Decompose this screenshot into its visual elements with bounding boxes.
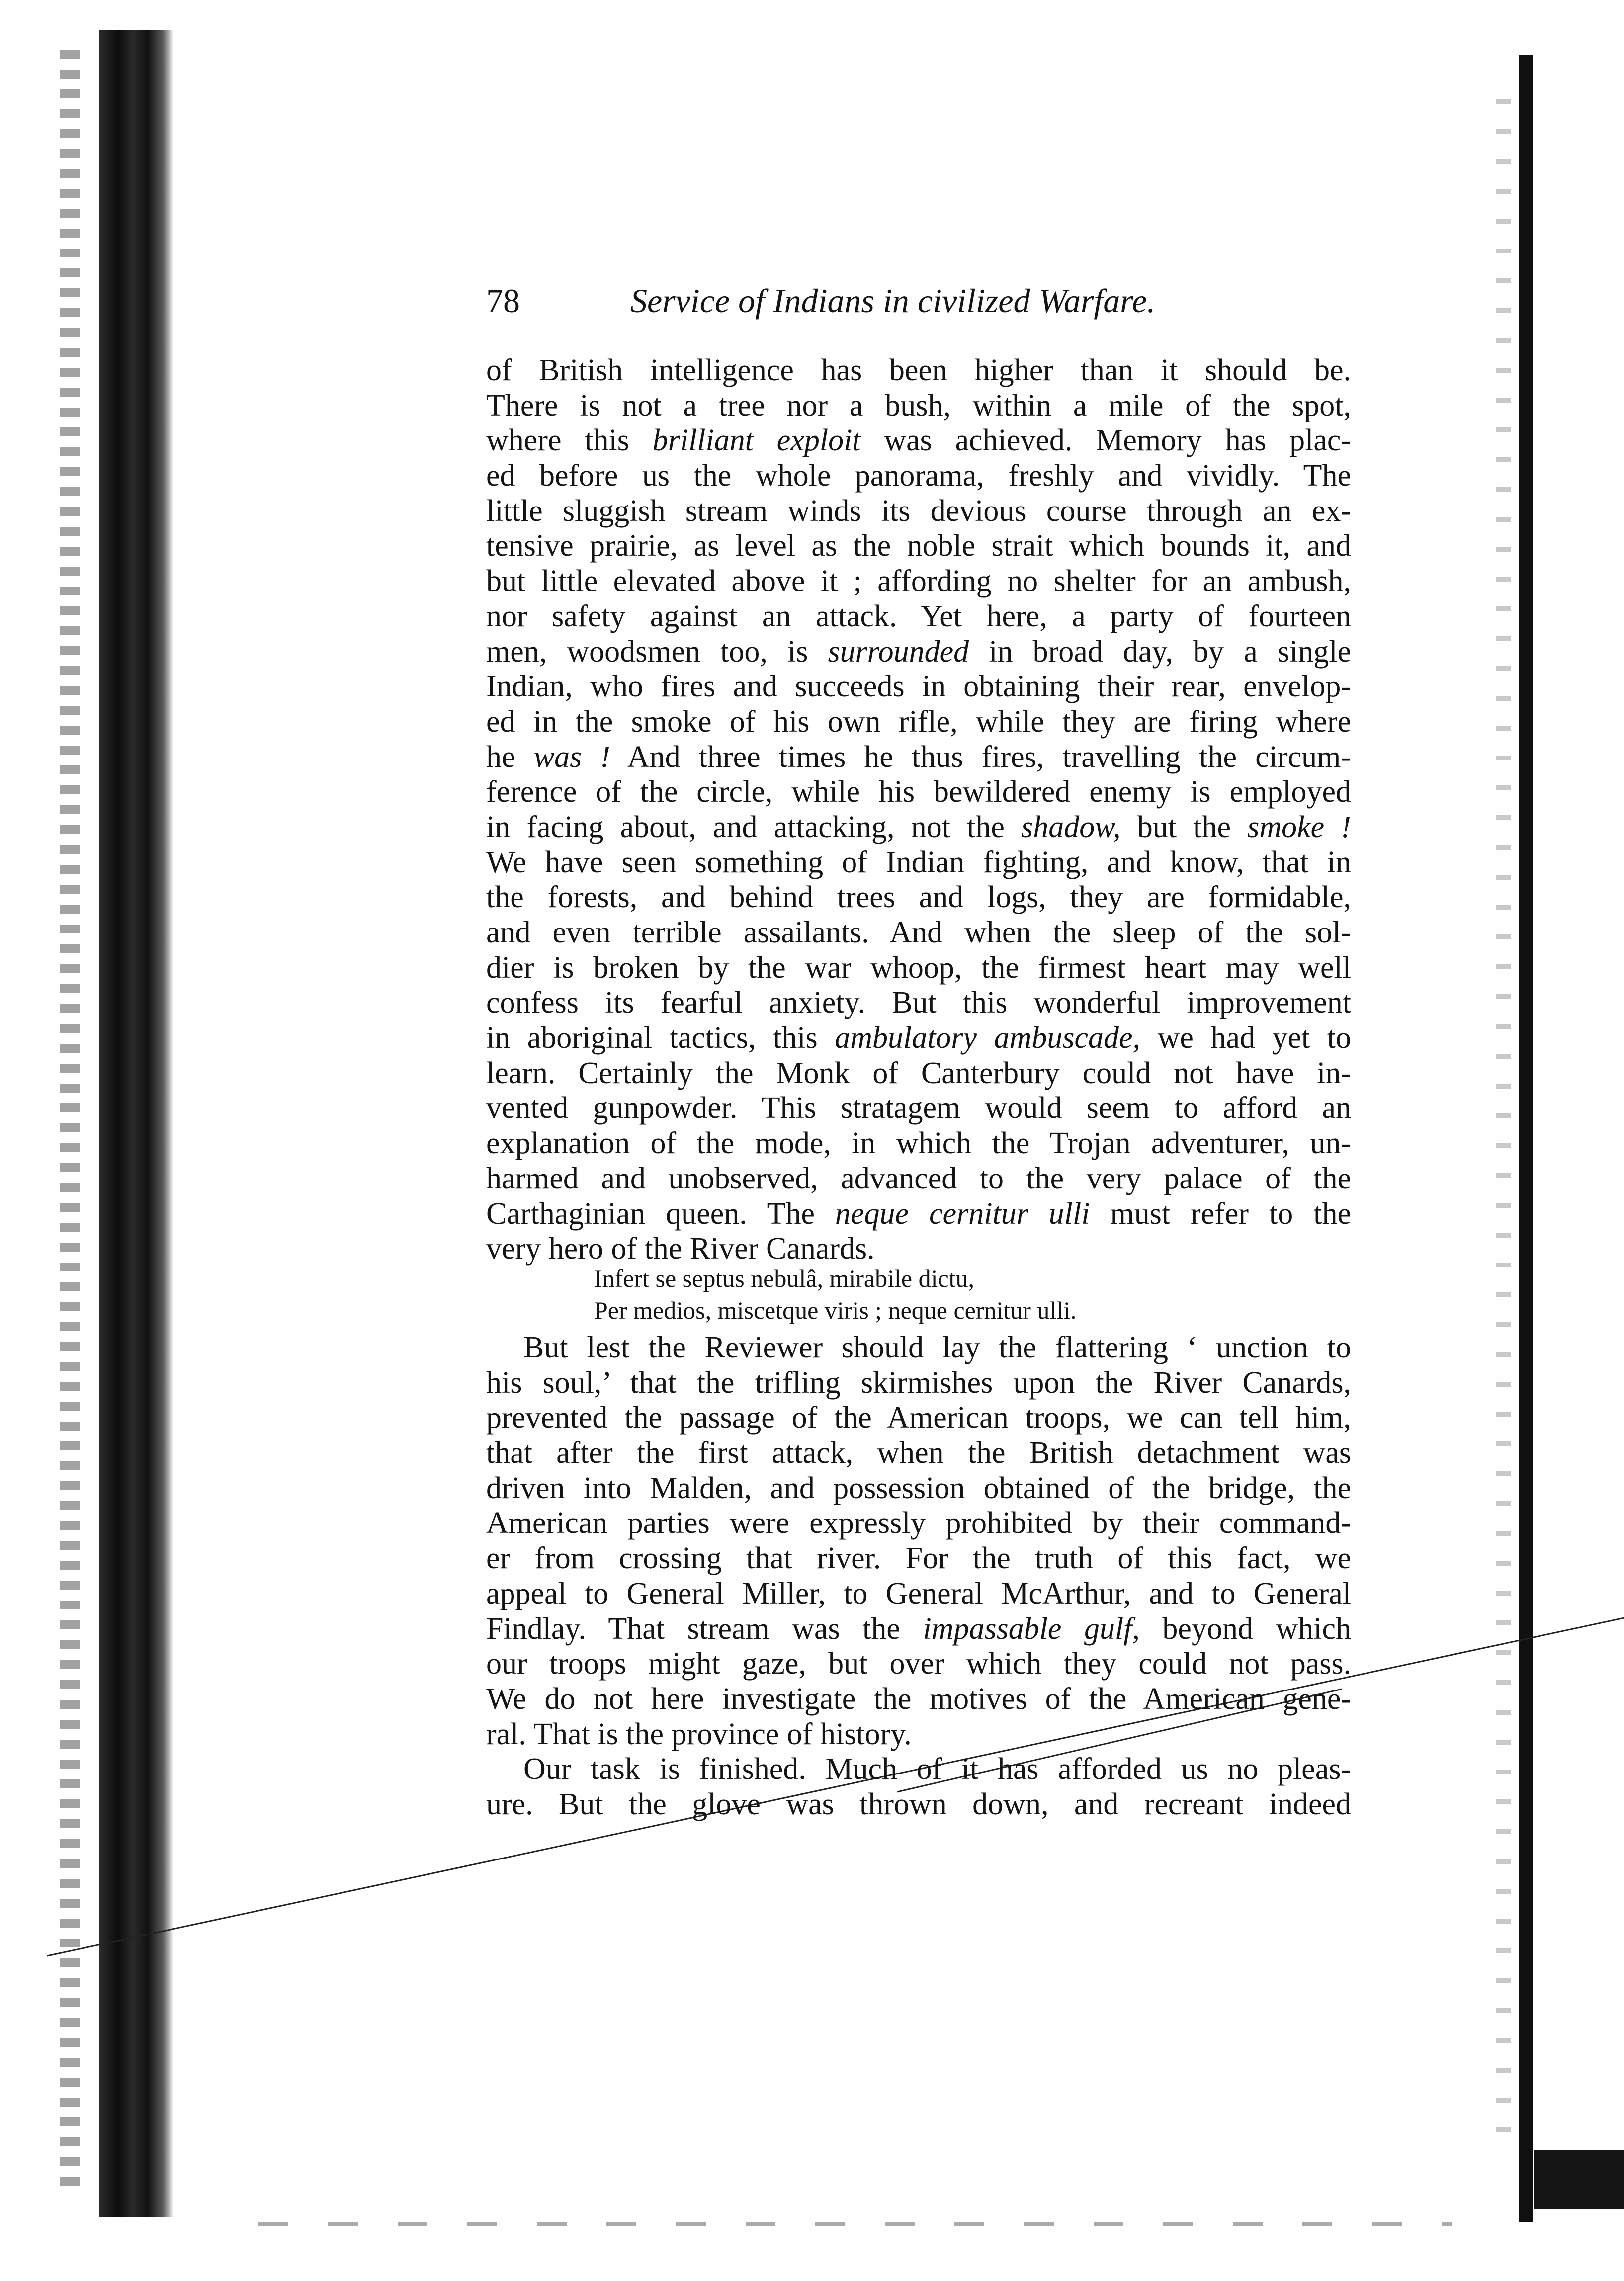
italic-text: ambulatory ambuscade, — [835, 1021, 1141, 1055]
page-number: 78 — [486, 282, 520, 320]
text-run: men, woodsmen too, is — [486, 634, 828, 669]
text-run: ral. That is the province of history. — [486, 1717, 912, 1751]
text-run: Our task is finished. Much of it has afforded us no pleas- — [523, 1752, 1351, 1786]
p1-line-2 — [486, 388, 1351, 423]
text-run: his soul,’ that the trifling skirmishes upon the River Canards, — [486, 1365, 1351, 1400]
p1-line-24 — [486, 1161, 1351, 1196]
p1-line-23 — [486, 1126, 1351, 1161]
p1-line-19 — [486, 985, 1351, 1020]
text-run: American parties were expressly prohibited by their command- — [486, 1506, 1351, 1540]
italic-text: surrounded — [828, 634, 969, 669]
p1-line-12 — [486, 740, 1351, 775]
quote-line-2: Per medios, miscetque viris ; neque cernitur ulli. — [594, 1296, 1077, 1324]
p1-line-6 — [486, 528, 1351, 564]
text-run: prevented the passage of the American troops, we can tell him, — [486, 1401, 1351, 1435]
text-run: the forests, and behind trees and logs, they are formidable, — [486, 880, 1351, 915]
text-run: We do not here investigate the motives of the American gene- — [486, 1682, 1351, 1716]
text-run: vented gunpowder. This stratagem would seem to afford an — [486, 1091, 1351, 1125]
p1-line-1 — [486, 353, 1351, 388]
text-run: little sluggish stream winds its devious course through an ex- — [486, 494, 1351, 528]
text-run: was achieved. Memory has plac- — [860, 423, 1351, 458]
p1-line-16 — [486, 880, 1351, 915]
italic-text: smoke ! — [1247, 810, 1351, 844]
text-run: dier is broken by the war whoop, the firmest heart may well — [486, 950, 1351, 985]
italic-text: impassable gulf, — [923, 1611, 1140, 1646]
p2-line-5 — [486, 1471, 1351, 1506]
text-run: confess its fearful anxiety. But this wonderful improvement — [486, 986, 1351, 1020]
text-run: driven into Malden, and possession obtained of the bridge, the — [486, 1471, 1351, 1505]
p3-line-2 — [486, 1787, 1351, 1822]
p1-line-13 — [486, 774, 1351, 810]
p3-line-1 — [486, 1752, 1351, 1787]
p1-line-20 — [486, 1020, 1351, 1056]
text-run: but little elevated above it ; affording no shelter for an ambush, — [486, 564, 1351, 598]
running-title: Service of Indians in civilized Warfare. — [630, 282, 1156, 320]
italic-text: was ! — [533, 740, 611, 774]
text-run: of British intelligence has been higher than it should be. — [486, 353, 1351, 387]
p2-line-8 — [486, 1576, 1351, 1611]
italic-text: neque cernitur ulli — [835, 1196, 1090, 1231]
text-run: in facing about, and attacking, not the — [486, 810, 1022, 844]
text-run: in aboriginal tactics, this — [486, 1021, 835, 1055]
p2-line-9 — [486, 1611, 1351, 1647]
italic-text: shadow, — [1021, 810, 1121, 844]
p1-line-8 — [486, 599, 1351, 634]
text-run: Carthaginian queen. The — [486, 1196, 836, 1231]
text-run: beyond which — [1139, 1611, 1351, 1646]
paragraph-2-and-3 — [486, 1330, 1351, 1822]
p2-line-11 — [486, 1682, 1351, 1717]
p2-line-12 — [486, 1717, 1351, 1752]
text-run: There is not a tree nor a bush, within a mile of the spot, — [486, 388, 1351, 422]
text-run: learn. Certainly the Monk of Canterbury could not have in- — [486, 1056, 1351, 1090]
text-run: explanation of the mode, in which the Trojan adventurer, un- — [486, 1126, 1351, 1161]
paragraph-1 — [486, 353, 1351, 1267]
p2-line-2 — [486, 1365, 1351, 1401]
text-run: harmed and unobserved, advanced to the very palace of the — [486, 1161, 1351, 1195]
text-run: ed in the smoke of his own rifle, while they are firing where — [486, 704, 1351, 739]
text-run: And three times he thus fires, travelling the circum- — [610, 740, 1351, 774]
p2-line-3 — [486, 1400, 1351, 1436]
running-header — [486, 278, 1351, 323]
p1-line-18 — [486, 950, 1351, 986]
text-run: nor safety against an attack. Yet here, a party of fourteen — [486, 599, 1351, 633]
text-run: ed before us the whole panorama, freshly and vividly. The — [486, 459, 1351, 493]
text-run: ference of the circle, while his bewildered enemy is employed — [486, 775, 1351, 809]
text-run: tensive prairie, as level as the noble strait which bounds it, and — [486, 529, 1351, 563]
p1-line-26 — [486, 1231, 1351, 1267]
text-run: Indian, who fires and succeeds in obtaining their rear, envelop- — [486, 670, 1351, 704]
text-run: where this — [486, 423, 653, 458]
text-run: but the — [1120, 810, 1248, 844]
text-run: er from crossing that river. For the truth of this fact, we — [486, 1541, 1351, 1576]
text-run: Findlay. That stream was the — [486, 1611, 923, 1646]
p2-line-1 — [486, 1330, 1351, 1365]
p2-line-7 — [486, 1541, 1351, 1576]
text-run: and even terrible assailants. And when the sleep of the sol- — [486, 916, 1351, 949]
text-run: in broad day, by a single — [969, 634, 1351, 669]
text-run: our troops might gaze, but over which they could not pass. — [486, 1647, 1351, 1681]
text-run: he — [486, 740, 534, 774]
p1-line-14 — [486, 810, 1351, 845]
p1-line-17 — [486, 915, 1351, 950]
text-run: very hero of the River Canards. — [486, 1232, 875, 1266]
text-run: we had yet to — [1140, 1021, 1351, 1055]
text-run: ure. But the glove was thrown down, and recreant indeed — [486, 1787, 1351, 1821]
text-run: But lest the Reviewer should lay the flattering ‘ unction to — [523, 1331, 1351, 1364]
p1-line-10 — [486, 669, 1351, 704]
text-run: must refer to the — [1090, 1196, 1351, 1231]
p1-line-11 — [486, 704, 1351, 740]
p1-line-9 — [486, 634, 1351, 670]
p2-line-10 — [486, 1646, 1351, 1682]
p1-line-5 — [486, 494, 1351, 529]
p1-line-22 — [486, 1091, 1351, 1126]
p1-line-3 — [486, 423, 1351, 458]
p1-line-4 — [486, 458, 1351, 494]
p2-line-6 — [486, 1506, 1351, 1541]
p1-line-7 — [486, 564, 1351, 599]
latin-quotation — [594, 1263, 1240, 1326]
p2-line-4 — [486, 1436, 1351, 1471]
p1-line-21 — [486, 1056, 1351, 1091]
p1-line-15 — [486, 845, 1351, 880]
italic-text: brilliant exploit — [652, 423, 861, 458]
text-run: We have seen something of Indian fighting, and know, that in — [486, 845, 1351, 879]
p1-line-25 — [486, 1196, 1351, 1232]
quote-line-1: Infert se septus nebulâ, mirabile dictu, — [594, 1265, 975, 1292]
text-run: that after the first attack, when the British detachment was — [486, 1436, 1351, 1470]
text-run: appeal to General Miller, to General McArthur, and to General — [486, 1576, 1351, 1610]
